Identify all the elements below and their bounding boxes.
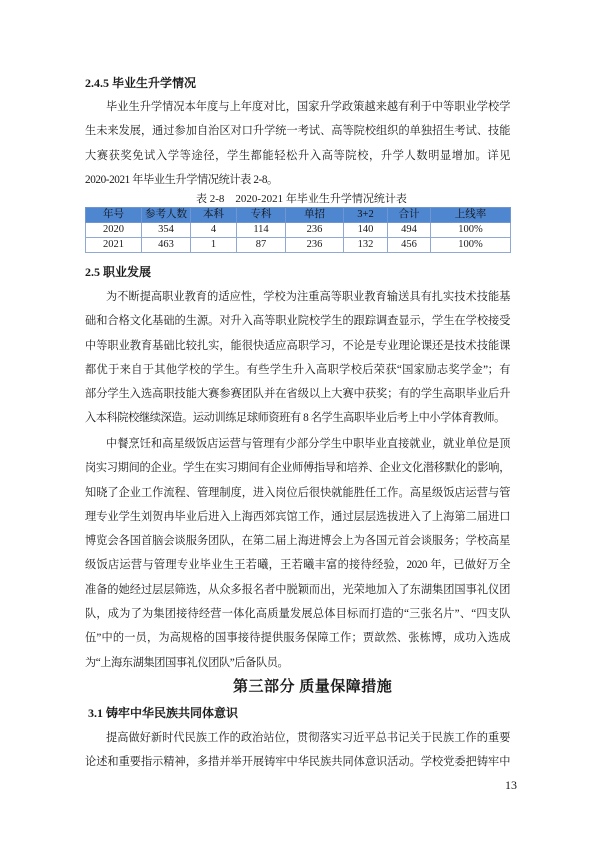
paragraph-graduate-further-study: [85, 95, 510, 192]
column-header: 3+2: [344, 208, 388, 223]
table-cell: 4: [191, 223, 237, 238]
table-cell: 140: [344, 223, 388, 238]
table-cell: 1: [191, 238, 237, 253]
section-heading-2-5: 2.5 职业发展: [85, 265, 152, 279]
paragraph-line: 中等职业教育基础比较扎实，能很快适应高职学习，不论是专业理论课还是技术技能课: [85, 339, 510, 352]
column-header: 年号: [86, 208, 142, 223]
paragraph-line: 为“上海东湖集团国事礼仪团队”后备队员。: [85, 656, 289, 669]
paragraph-line: 博览会各国首脑会谈服务团队，在第二届上海进博会上为各国元首会谈服务；学校高星: [85, 535, 510, 548]
paragraph-line: 都优于来自于其他学校的学生。有些学生升入高职学校后荣获“国家励志奖学金”；有: [85, 363, 510, 376]
table-caption: 表 2-8 2020-2021 年毕业生升学情况统计表: [196, 193, 407, 205]
paragraph-line: 知晓了企业工作流程、管理制度，进入岗位后很快就能胜任工作。高星级饭店运营与管: [85, 486, 510, 499]
paragraph-line: 准备的她经过层层筛选，从众多报名者中脱颖而出，光荣地加入了东湖集团国事礼仪团: [85, 583, 510, 596]
table-cell: 2020: [86, 223, 142, 238]
paragraph-line: 提高做好新时代民族工作的政治站位，贯彻落实习近平总书记关于民族工作的重要: [106, 732, 510, 744]
table-cell: 132: [344, 238, 388, 253]
column-header: 参考人数: [142, 208, 191, 223]
paragraph-line: 2020-2021 年毕业生升学情况统计表 2-8。: [85, 173, 278, 186]
paragraph-line: 岗实习期间的企业。学生在实习期间有企业师傅指导和培养、企业文化潜移默化的影响，: [85, 462, 510, 475]
column-header: 专科: [237, 208, 286, 223]
graduate-statistics-table: [85, 207, 511, 253]
paragraph-line: 队，成为了为集团接待经营一体化高质量发展总体目标而打造的“三张名片”、“四支队: [85, 608, 510, 621]
paragraph-line: 生未来发展，通过参加自治区对口升学统一考试、高等院校组织的单独招生考试、技能: [85, 125, 510, 138]
paragraph-employment: [85, 432, 510, 675]
paragraph-line: 入本科院校继续深造。运动训练足球师资班有 8 名学生高职毕业后考上中小学体育教师。: [85, 412, 505, 425]
paragraph-line: 础和合格文化基础的生源。对升入高等职业院校学生的跟踪调查显示，学生在学校接受: [85, 315, 510, 328]
paragraph-career-development: [85, 285, 510, 431]
table-cell: 236: [286, 223, 344, 238]
table-cell: 494: [388, 223, 431, 238]
paragraph-line: 论述和重要指示精神，多措并举开展铸牢中华民族共同体意识活动。学校党委把铸牢中: [85, 756, 510, 769]
paragraph-national-unity: [85, 726, 510, 775]
section-heading-3-1: 3.1 铸牢中华民族共同体意识: [88, 706, 239, 720]
table-cell: 236: [286, 238, 344, 253]
paragraph-line: 毕业生升学情况本年度与上年度对比，国家升学政策越来越有利于中等职业学校学: [106, 101, 510, 113]
paragraph-line: 伍”中的一员，为高规格的国事接待提供服务保障工作；贾歆然、张栋博，成功入选成: [85, 632, 510, 645]
table-cell: 114: [237, 223, 286, 238]
paragraph-line: 级饭店运营与管理专业毕业生王若曦，王若曦丰富的接待经验，2020 年，已做好万全: [85, 559, 510, 572]
paragraph-line: 理专业学生刘贺冉毕业后进入上海西郊宾馆工作，通过层层选拔进入了上海第二届进口: [85, 510, 510, 523]
page-number: 13: [505, 778, 517, 792]
paragraph-line: 部分学生入选高职技能大赛参赛团队并在省级以上大赛中获奖；有的学生高职毕业后升: [85, 388, 510, 401]
table-row: [86, 238, 511, 253]
table-cell: 2021: [86, 238, 142, 253]
table-cell: 87: [237, 238, 286, 253]
paragraph-line: 中餐烹饪和高星级饭店运营与管理有少部分学生中职毕业直接就业，就业单位是顶: [106, 438, 510, 450]
part-heading: 第三部分 质量保障措施: [233, 679, 393, 695]
table-row: [86, 223, 511, 238]
table-cell: 100%: [431, 223, 511, 238]
column-header: 上线率: [431, 208, 511, 223]
paragraph-line: 大赛获奖免试入学等途径，学生都能轻松升入高等院校，升学人数明显增加。详见: [85, 149, 510, 162]
column-header: 本科: [191, 208, 237, 223]
column-header: 单招: [286, 208, 344, 223]
table-cell: 354: [142, 223, 191, 238]
table-cell: 100%: [431, 238, 511, 253]
table-header-row: [86, 208, 511, 223]
paragraph-line: 为不断提高职业教育的适应性，学校为注重高等职业教育输送具有扎实技术技能基: [106, 291, 510, 303]
table-cell: 456: [388, 238, 431, 253]
section-heading-2-4-5: 2.4.5 毕业生升学情况: [85, 76, 197, 90]
table-cell: 463: [142, 238, 191, 253]
column-header: 合计: [388, 208, 431, 223]
